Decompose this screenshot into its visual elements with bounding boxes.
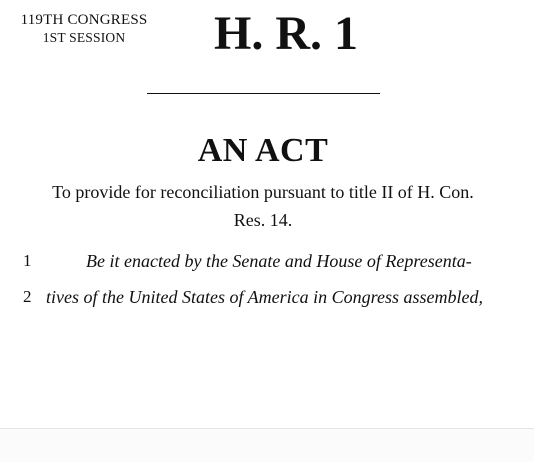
act-title: AN ACT xyxy=(197,132,329,169)
congress-label: 119TH CONGRESS xyxy=(20,12,148,28)
congress-session-block xyxy=(13,12,155,46)
act-purpose xyxy=(0,178,526,234)
viewer-bottom-area xyxy=(0,429,534,462)
enacting-clause-line: Be it enacted by the Senate and House of Representa- xyxy=(86,251,472,271)
bill-number: H. R. 1 xyxy=(214,7,358,60)
title-divider-rule xyxy=(147,93,380,94)
purpose-line-1: To provide for reconciliation pursuant to title II of H. Con. xyxy=(52,182,474,202)
line-number: 1 xyxy=(23,251,32,270)
line-number: 2 xyxy=(23,287,32,306)
purpose-line-2: Res. 14. xyxy=(233,210,293,230)
session-label: 1ST SESSION xyxy=(42,30,126,45)
enacting-clause-line: tives of the United States of America in Congress assembled, xyxy=(46,287,483,307)
